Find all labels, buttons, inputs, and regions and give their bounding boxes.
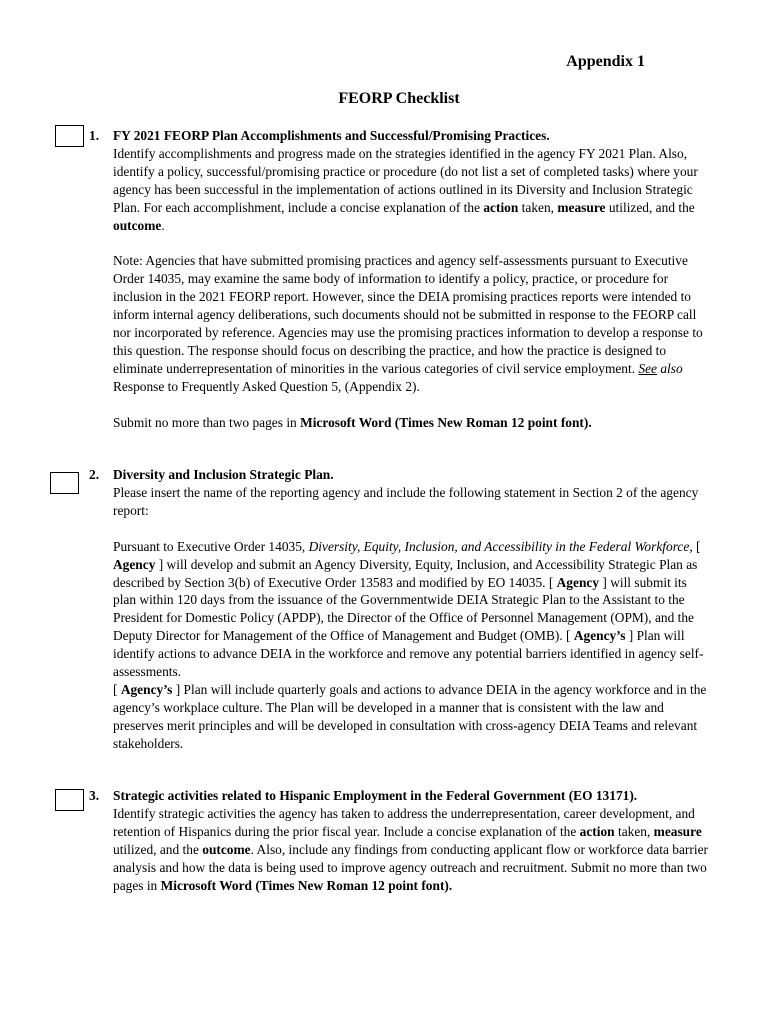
bold-outcome: outcome (113, 217, 162, 233)
text: Submit no more than two pages in (113, 414, 301, 430)
text: ] Plan will identify actions to advance DEIA in the workforce and remove any potential barriers identified in agency self-assessments. (113, 628, 704, 680)
text: . (161, 217, 165, 233)
agency-placeholder: Agency (556, 574, 600, 590)
bold-action: action (483, 199, 519, 215)
item-2-statement (113, 538, 709, 681)
eo-title: Diversity, Equity, Inclusion, and Accessibility in the Federal Workforce (308, 538, 690, 554)
item-1-note (113, 252, 709, 395)
item-3-checkbox[interactable] (55, 789, 84, 811)
text: ] will develop and submit an Agency Diversity, Equity, Inclusion, and Accessibility Strategic Plan as described by Section 3(b) of Executive Order 13583 and modified by EO 14035. [ (113, 556, 698, 590)
agency-placeholder: Agency (113, 556, 156, 572)
item-1-heading (89, 127, 709, 145)
item-3-number: 3. (89, 788, 100, 803)
text: , [ (689, 538, 701, 554)
item-1-number: 1. (89, 128, 100, 143)
text: ] Plan will include quarterly goals and actions to advance DEIA in the agency workforce and in the agency’s workplace culture. The Plan will be developed in a manner that is consistent with the law and preserves merit principles and will be developed in consultation with cross-agency DEIA Teams and relevant stakeholders. (113, 681, 707, 751)
checklist-item-3 (89, 787, 709, 894)
item-2-statement-continued (113, 681, 709, 753)
item-1-description (113, 145, 709, 235)
agency-placeholder: Agency’s (573, 628, 626, 644)
text: also (657, 360, 683, 376)
text: Note: Agencies that have submitted promising practices and agency self-assessments pursuant to Executive Order 14035, may examine the same body of information to identify a policy, practice, or procedure for inclusion in the 2021 FEORP report. However, since the DEIA promising practices reports were intended to inform internal agency deliberations, such documents should not be submitted in response to the FEORP call nor incorporated by reference. Agencies may use the promising practices information to develop a response to this question. The response should focus on describing the practice, and how the practice is designed to eliminate underrepresentation of minorities in the various categories of civil service employment. (113, 253, 703, 376)
bold-format: Microsoft Word (Times New Roman 12 point font). (160, 877, 453, 893)
item-2-checkbox[interactable] (50, 472, 79, 494)
text: Pursuant to Executive Order 14035, (113, 538, 309, 554)
agency-placeholder: Agency’s (120, 681, 173, 697)
item-1-checkbox[interactable] (55, 125, 84, 147)
bold-measure: measure (557, 199, 606, 215)
item-2-number: 2. (89, 467, 100, 482)
item-3-heading (89, 787, 709, 805)
checklist-item-2 (89, 466, 709, 753)
checklist-item-1 (89, 127, 709, 432)
item-2-heading (89, 466, 709, 484)
text: Identify strategic activities the agency has taken to address the underrepresentation, career development, and retention of Hispanics during the prior fiscal year. Include a concise explanation of the (113, 805, 695, 839)
bold-measure: measure (653, 823, 702, 839)
text: utilized, and the (605, 199, 695, 215)
text: Response to Frequently Asked Question 5, (Appendix 2). (113, 378, 420, 394)
text: utilized, and the (113, 841, 203, 857)
text: . Also, include any findings from conducting applicant flow or workforce data barrier analysis and how the data is being used to improve agency outreach and recruitment. Submit no more than two pages in (113, 841, 708, 893)
text: taken, (518, 199, 558, 215)
item-2-title: Diversity and Inclusion Strategic Plan. (113, 467, 334, 482)
text: [ (113, 681, 121, 697)
bold-outcome: outcome (202, 841, 251, 857)
text: Identify accomplishments and progress made on the strategies identified in the agency FY 2021 Plan. Also, identify a policy, successful/promising practice or procedure (do not list a set of completed tasks) where your agency has been successful in the implementation of actions outlined in its Diversity and Inclusion Strategic Plan. For each accomplishment, include a concise explanation of the (113, 145, 698, 215)
text: taken, (614, 823, 654, 839)
item-3-description (113, 805, 709, 895)
item-1-submit-note (113, 414, 709, 432)
item-3-title: Strategic activities related to Hispanic Employment in the Federal Government (EO 13171). (113, 788, 638, 803)
item-2-description: Please insert the name of the reporting agency and include the following statement in Section 2 of the agency report: (113, 484, 699, 518)
page-title: FEORP Checklist (338, 90, 460, 107)
text: ] will submit its plan within 120 days from the issuance of the Governmentwide DEIA Strategic Plan to the Assistant to the President for Domestic Policy (APDP), the Director of the Office of Personnel Management (OPM), and the Deputy Director for Management of the Office of Management and Budget (OMB). [ (113, 574, 694, 644)
bold-format: Microsoft Word (Times New Roman 12 point font). (300, 414, 592, 430)
appendix-label: Appendix 1 (566, 53, 645, 70)
see-link-text: See (638, 360, 658, 376)
bold-action: action (579, 823, 615, 839)
item-1-title: FY 2021 FEORP Plan Accomplishments and Successful/Promising Practices. (113, 128, 550, 143)
